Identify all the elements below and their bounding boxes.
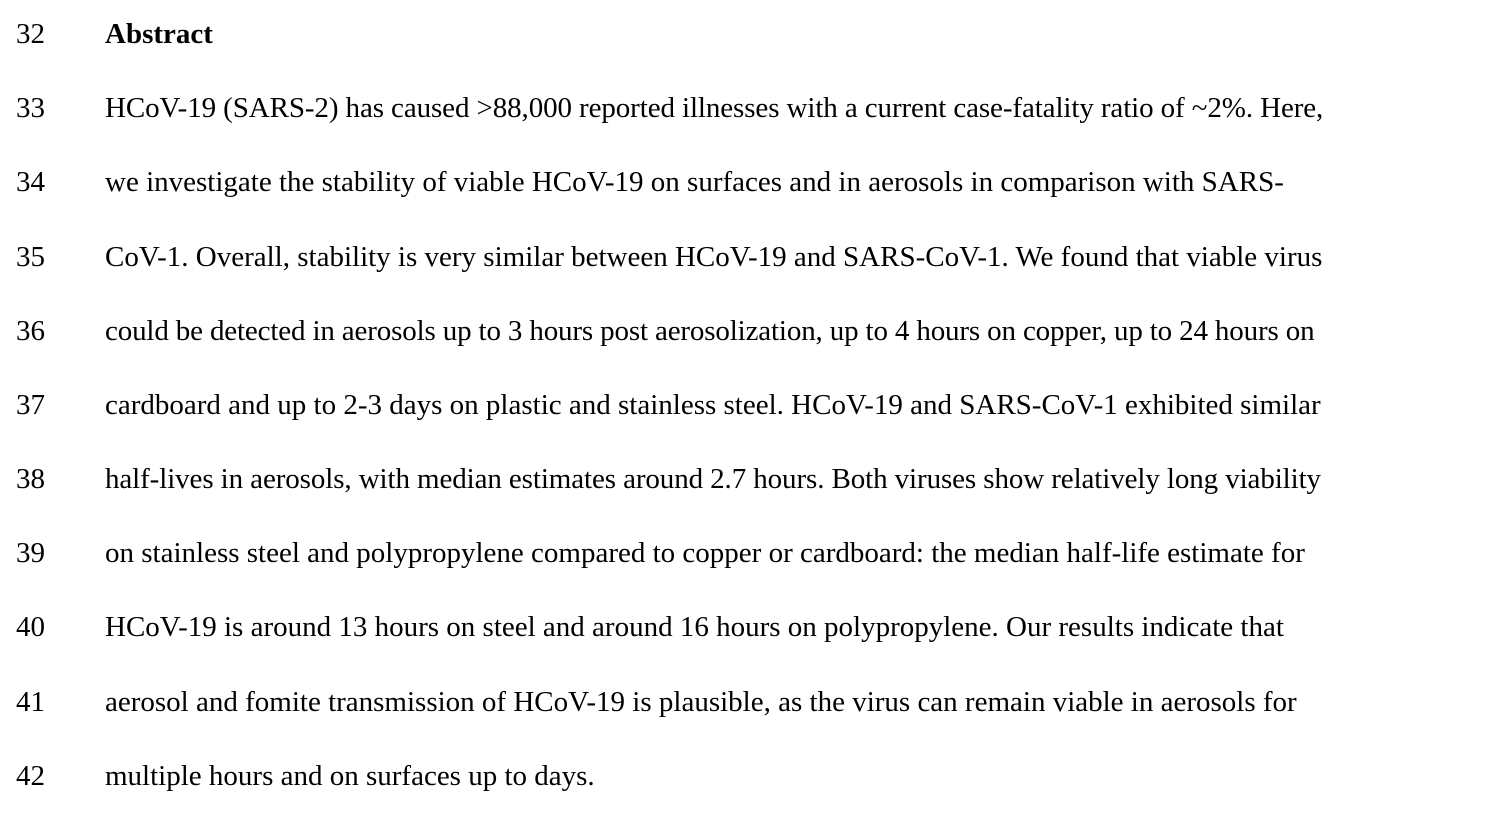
line-text: HCoV-19 (SARS-2) has caused >88,000 reported illnesses with a current case-fatality ratio of ~2%. Here, [105, 92, 1324, 124]
abstract-heading: Abstract [105, 18, 213, 50]
line-number: 34 [16, 166, 45, 198]
text-line [0, 88, 1493, 128]
line-number: 36 [16, 315, 45, 347]
line-number: 42 [16, 760, 45, 792]
text-line [0, 162, 1493, 202]
line-number: 38 [16, 463, 45, 495]
text-line [0, 607, 1493, 647]
text-line [0, 682, 1493, 722]
text-line [0, 311, 1493, 351]
text-line [0, 533, 1493, 573]
text-line [0, 756, 1493, 796]
text-line [0, 237, 1493, 277]
abstract-heading-line [0, 14, 1493, 54]
line-text: multiple hours and on surfaces up to days. [105, 760, 595, 792]
line-text: CoV-1. Overall, stability is very similar between HCoV-19 and SARS-CoV-1. We found that viable virus [105, 241, 1323, 273]
line-number: 32 [16, 18, 45, 50]
line-number: 35 [16, 241, 45, 273]
line-number: 39 [16, 537, 45, 569]
line-number: 37 [16, 389, 45, 421]
line-text: we investigate the stability of viable HCoV-19 on surfaces and in aerosols in comparison with SARS- [105, 166, 1284, 198]
line-text: half-lives in aerosols, with median estimates around 2.7 hours. Both viruses show relatively long viability [105, 463, 1321, 495]
line-number: 41 [16, 686, 45, 718]
text-line [0, 385, 1493, 425]
line-text: on stainless steel and polypropylene compared to copper or cardboard: the median half-life estimate for [105, 537, 1305, 569]
line-number: 33 [16, 92, 45, 124]
line-text: cardboard and up to 2-3 days on plastic and stainless steel. HCoV-19 and SARS-CoV-1 exhibited similar [105, 389, 1321, 421]
line-text: could be detected in aerosols up to 3 hours post aerosolization, up to 4 hours on copper, up to 24 hours on [105, 315, 1315, 347]
line-number: 40 [16, 611, 45, 643]
line-text: aerosol and fomite transmission of HCoV-19 is plausible, as the virus can remain viable in aerosols for [105, 686, 1297, 718]
line-text: HCoV-19 is around 13 hours on steel and around 16 hours on polypropylene. Our results indicate that [105, 611, 1284, 643]
text-line [0, 459, 1493, 499]
